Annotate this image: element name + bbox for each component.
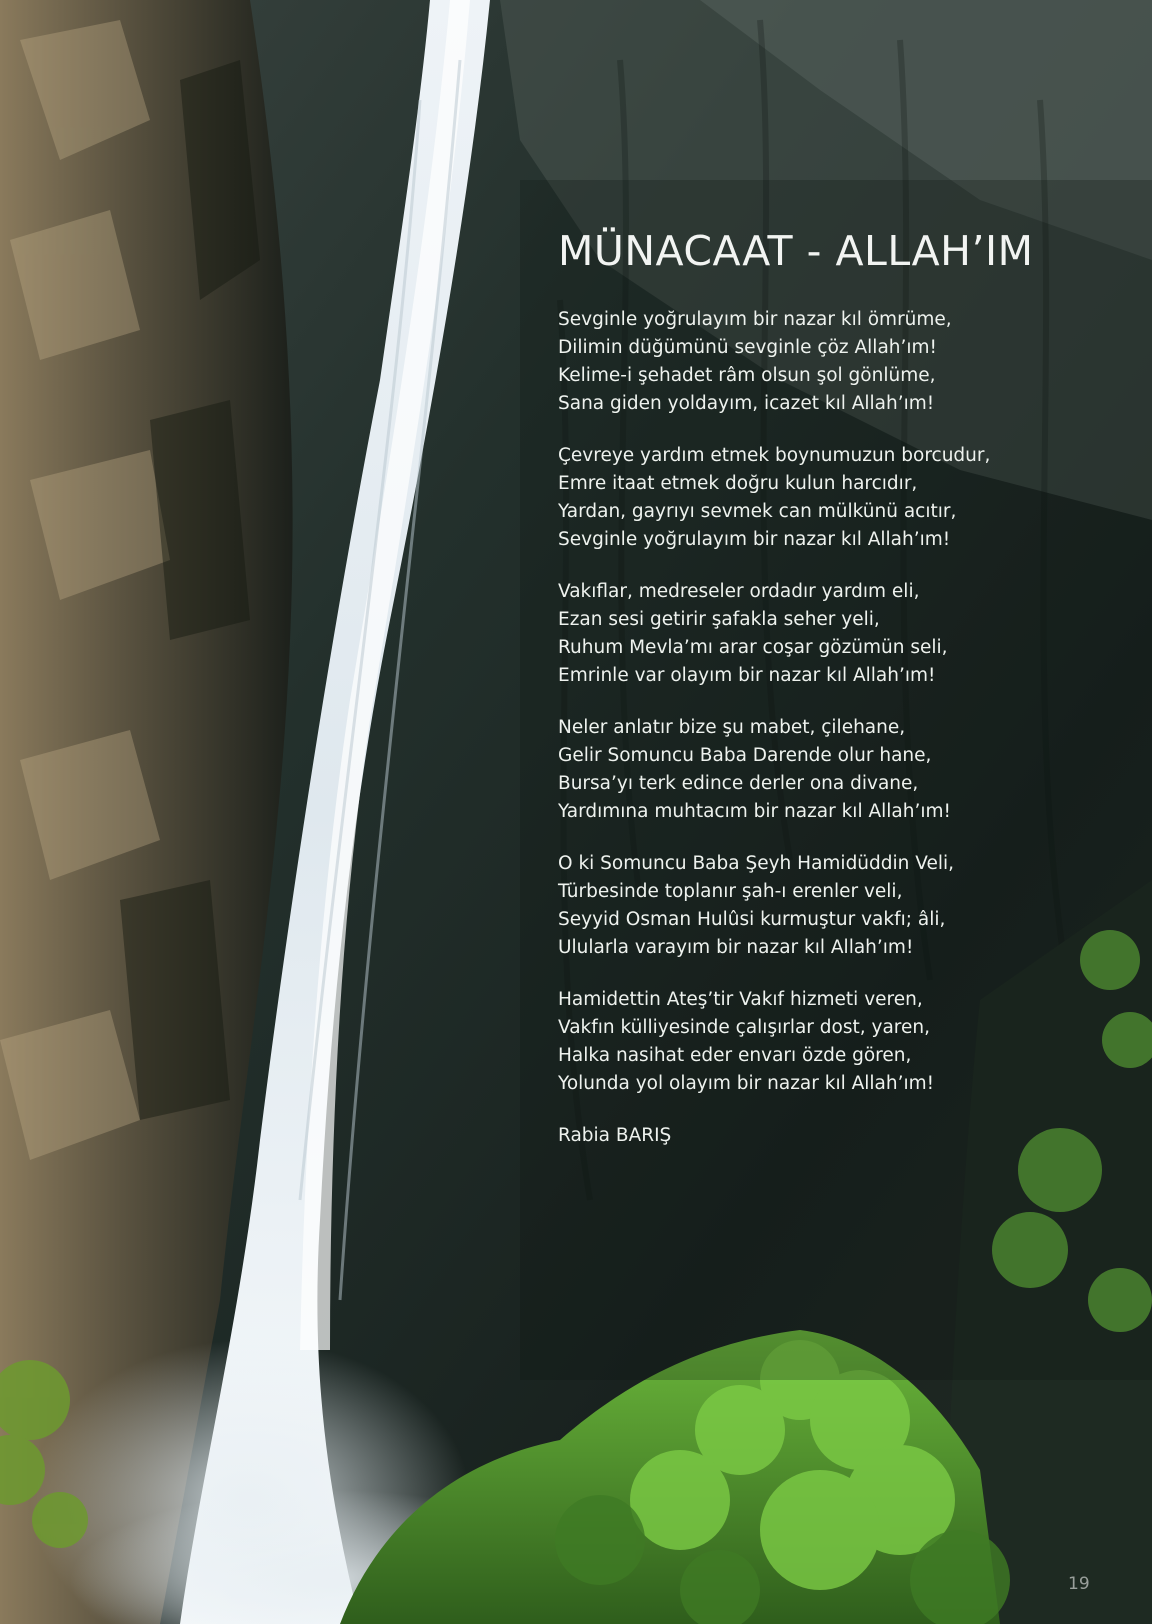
poem-line: Halka nasihat eder envarı özde gören, bbox=[558, 1045, 912, 1066]
stanza-1 bbox=[558, 306, 1128, 418]
poem-line: Sevginle yoğrulayım bir nazar kıl ömrüme, bbox=[558, 309, 952, 330]
poem-line: Neler anlatır bize şu mabet, çilehane, bbox=[558, 717, 906, 738]
poem-block bbox=[558, 222, 1128, 1150]
stanza-2 bbox=[558, 442, 1128, 554]
poem-line: Seyyid Osman Hulûsi kurmuştur vakfı; âli, bbox=[558, 909, 946, 930]
poem-line: Ulularla varayım bir nazar kıl Allah’ım! bbox=[558, 937, 914, 958]
poem-line: Yardımına muhtacım bir nazar kıl Allah’ım! bbox=[558, 801, 951, 822]
stanza-4 bbox=[558, 714, 1128, 826]
poem-line: O ki Somuncu Baba Şeyh Hamidüddin Veli, bbox=[558, 853, 955, 874]
poem-line: Emrinle var olayım bir nazar kıl Allah’ım! bbox=[558, 665, 936, 686]
poem-line: Yolunda yol olayım bir nazar kıl Allah’ım! bbox=[558, 1073, 935, 1094]
poem-line: Gelir Somuncu Baba Darende olur hane, bbox=[558, 745, 932, 766]
stanza-5 bbox=[558, 850, 1128, 962]
poem-author: Rabia BARIŞ bbox=[558, 1125, 672, 1146]
page-number: 19 bbox=[1068, 1574, 1090, 1594]
poem-line: Dilimin düğümünü sevginle çöz Allah’ım! bbox=[558, 337, 937, 358]
poem-line: Hamidettin Ateş’tir Vakıf hizmeti veren, bbox=[558, 989, 923, 1010]
poem-line: Çevreye yardım etmek boynumuzun borcudur, bbox=[558, 445, 991, 466]
poem-line: Yardan, gayrıyı sevmek can mülkünü acıtır, bbox=[558, 501, 957, 522]
poem-line: Vakfın külliyesinde çalışırlar dost, yaren, bbox=[558, 1017, 930, 1038]
poem-line: Türbesinde toplanır şah-ı erenler veli, bbox=[558, 881, 903, 902]
stanza-6 bbox=[558, 986, 1128, 1098]
poem-line: Sana giden yoldayım, icazet kıl Allah’ım! bbox=[558, 393, 935, 414]
poem-line: Bursa’yı terk edince derler ona divane, bbox=[558, 773, 919, 794]
stanza-3 bbox=[558, 578, 1128, 690]
poem-line: Emre itaat etmek doğru kulun harcıdır, bbox=[558, 473, 918, 494]
poem-line: Sevginle yoğrulayım bir nazar kıl Allah’ım! bbox=[558, 529, 951, 550]
poem-line: Vakıflar, medreseler ordadır yardım eli, bbox=[558, 581, 920, 602]
poem-line: Ruhum Mevla’mı arar coşar gözümün seli, bbox=[558, 637, 948, 658]
poem-title: MÜNACAAT - ALLAH’IM bbox=[558, 227, 1034, 275]
poem-line: Kelime-i şehadet râm olsun şol gönlüme, bbox=[558, 365, 936, 386]
poem-line: Ezan sesi getirir şafakla seher yeli, bbox=[558, 609, 880, 630]
